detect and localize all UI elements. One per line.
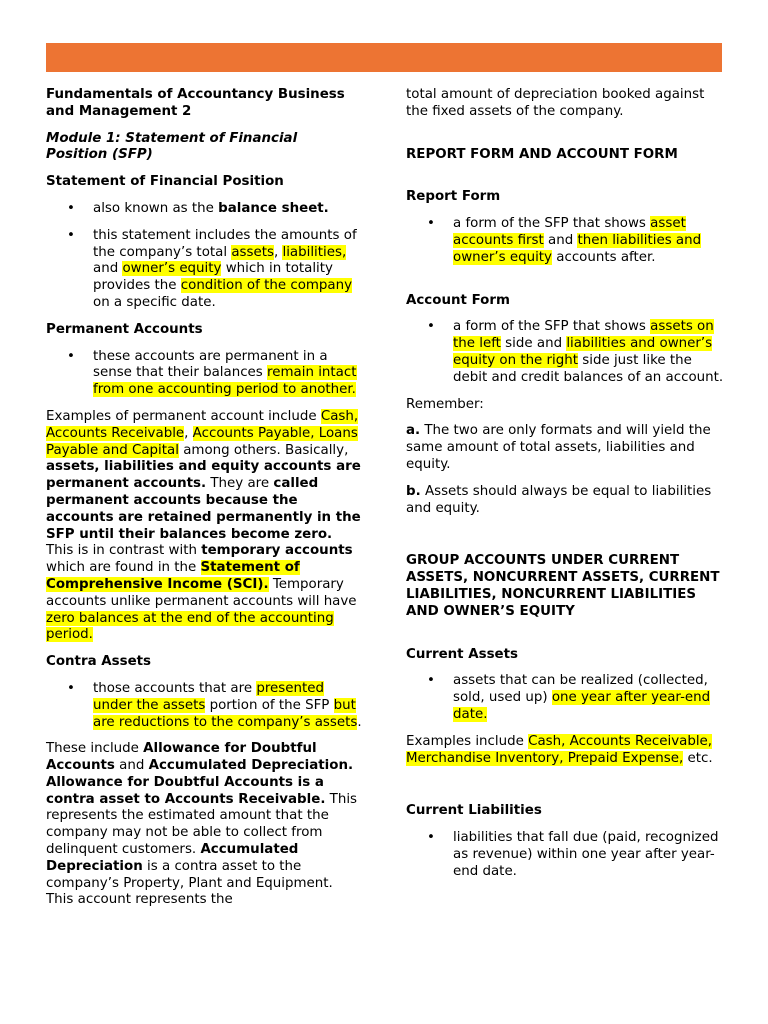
list-item: • also known as the balance sheet. — [67, 200, 329, 216]
bullet-icon: • — [427, 319, 435, 335]
bullet-icon: • — [67, 200, 75, 216]
module-title: Module 1: Statement of Financial Position (SFP) — [46, 130, 298, 163]
report-form-heading: Report Form — [406, 189, 501, 205]
list-item: • a form of the SFP that shows assets on the left side and liabilities and owner’s equity on the right side just like the debit and credit balances of an account. — [427, 319, 724, 385]
highlight: liabilities, — [282, 244, 347, 260]
current-assets-bullet-list — [406, 673, 724, 723]
highlight: Statement of Comprehensive Income (SCI). — [46, 560, 300, 592]
report-form-bullet-list — [406, 216, 724, 266]
highlight: Cash, — [320, 408, 359, 424]
highlight: but are reductions to the company’s assets — [93, 697, 358, 730]
report-account-form-heading: REPORT FORM AND ACCOUNT FORM — [406, 146, 678, 162]
permanent-bullet-list — [46, 349, 362, 399]
list-item: • a form of the SFP that shows asset accounts first and then liabilities and owner’s equity accounts after. — [427, 216, 702, 265]
highlight: asset accounts first — [453, 216, 686, 248]
bullet-icon: • — [67, 348, 75, 364]
continued-text: total amount of depreciation booked against the fixed assets of the company. — [406, 87, 705, 119]
header-banner — [46, 43, 722, 72]
highlight: one year after year-end date. — [453, 690, 711, 722]
contra-bullet-list — [46, 681, 362, 731]
highlight: liabilities and owner’s equity on the right — [453, 336, 713, 368]
highlight: then liabilities and owner’s equity — [453, 232, 702, 265]
contra-assets-heading: Contra Assets — [46, 654, 152, 670]
highlight: assets — [231, 244, 274, 260]
bullet-icon: • — [427, 830, 435, 846]
current-assets-heading: Current Assets — [406, 646, 519, 662]
contra-assets-paragraph: These include Allowance for Doubtful Accounts and Accumulated Depreciation. Allowance for Doubtful Accounts is a contra asset to Accounts Receivable. This represents the estimated amount that the company may not be able to collect from delinquent customers. Accumulated Depreciation is a contra asset to the company’s Property, Plant and Equipment. This account represents the — [46, 741, 358, 908]
bullet-icon: • — [67, 680, 75, 696]
highlight: zero balances at the end of the accounting period. — [46, 610, 334, 643]
remember-b: b. Assets should always be equal to liabilities and equity. — [406, 483, 712, 516]
remember-label: Remember: — [406, 396, 484, 412]
remember-a: a. The two are only formats and will yield the same amount of total assets, liabilities and equity. — [406, 423, 711, 472]
list-item: • liabilities that fall due (paid, recognized as revenue) within one year after year-end date. — [427, 830, 719, 879]
list-item: • this statement includes the amounts of the company’s total assets, liabilities, and owner’s equity which in totality provides the condition of the company on a specific date. — [67, 227, 357, 310]
list-item: • those accounts that are presented under the assets portion of the SFP but are reductions to the company’s assets. — [67, 680, 362, 730]
permanent-accounts-paragraph: Examples of permanent account include Cash, Accounts Receivable, Accounts Payable, Loans Payable and Capital among others. Basically, assets, liabilities and equity accounts are permanent accounts. They are called permanent accounts because the accounts are retained permanently in the SFP until their balances become zero. This is in contrast with temporary accounts which are found in the Statement of Comprehensive Income (SCI). Temporary accounts unlike permanent accounts will have zero balances at the end of the accounting period. — [46, 408, 361, 643]
left-column — [46, 87, 362, 919]
bullet-icon: • — [67, 227, 75, 243]
highlight: Accounts Receivable — [46, 425, 185, 441]
current-assets-examples: Examples include Cash, Accounts Receivable, Merchandise Inventory, Prepaid Expense, etc. — [406, 733, 713, 766]
account-form-bullet-list — [406, 319, 724, 386]
right-column — [406, 87, 724, 891]
sfp-bullet-list — [46, 201, 362, 312]
bullet-icon: • — [427, 216, 435, 232]
course-title: Fundamentals of Accountancy Business and Management 2 — [46, 87, 345, 119]
bullet-icon: • — [427, 673, 435, 689]
group-accounts-heading: GROUP ACCOUNTS UNDER CURRENT ASSETS, NONCURRENT ASSETS, CURRENT LIABILITIES, NONCURRENT LIABILITIES AND OWNER’S EQUITY — [406, 553, 720, 619]
sfp-heading: Statement of Financial Position — [46, 174, 284, 190]
list-item: • assets that can be realized (collected, sold, used up) one year after year-end date. — [427, 673, 711, 722]
highlight: owner’s equity — [122, 261, 222, 277]
highlight: Cash, Accounts Receivable, Merchandise Inventory, Prepaid Expense, — [406, 733, 713, 766]
permanent-accounts-heading: Permanent Accounts — [46, 321, 203, 337]
current-liabilities-bullet-list — [406, 830, 724, 880]
highlight: assets on the left — [453, 319, 714, 352]
highlight: condition of the company — [180, 278, 353, 294]
highlight: presented under the assets — [93, 680, 324, 713]
current-liabilities-heading: Current Liabilities — [406, 803, 542, 819]
list-item: • these accounts are permanent in a sense that their balances remain intact from one accounting period to another. — [67, 348, 357, 398]
highlight: Accounts Payable, Loans Payable and Capital — [46, 425, 358, 458]
account-form-heading: Account Form — [406, 292, 510, 308]
highlight: remain intact from one accounting period to another. — [93, 365, 357, 398]
